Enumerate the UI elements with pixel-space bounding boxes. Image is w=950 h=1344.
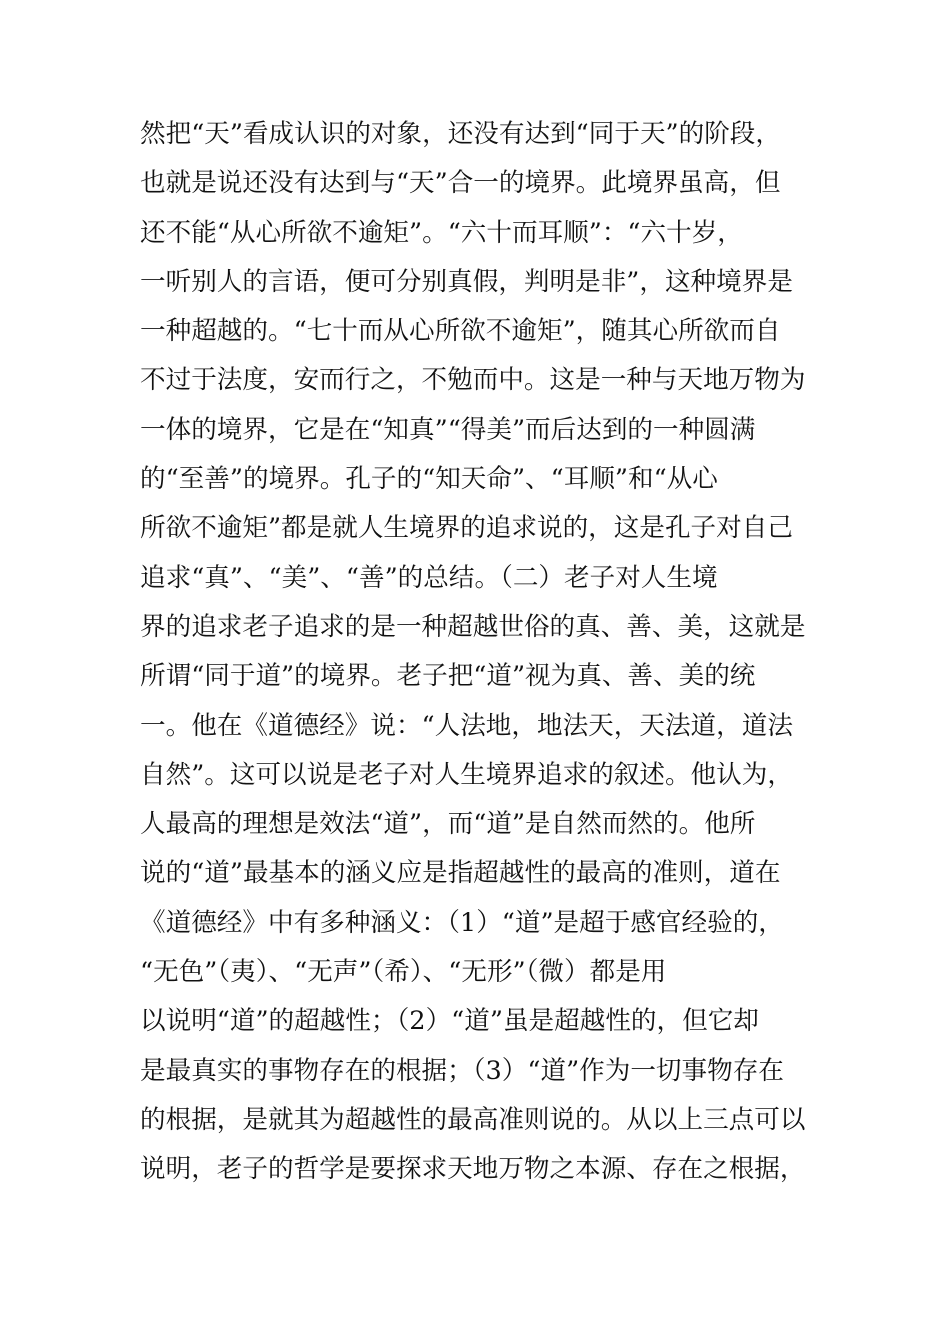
text-line-14: 自然”。这可以说是老子对人生境界追求的叙述。他认为， — [140, 759, 793, 790]
text-line-18: “无色”（夷）、“无声”（希）、“无形”（微）都是用 — [140, 957, 667, 988]
text-line-15: 人最高的理想是效法“道”，而“道”是自然而然的。他所 — [140, 809, 756, 840]
text-line-20: 是最真实的事物存在的根据；（3）“道”作为一切事物存在 — [140, 1055, 784, 1086]
text-line-19: 以说明“道”的超越性；（2）“道”虽是超越性的，但它却 — [140, 1006, 759, 1037]
text-line-7: 一体的境界，它是在“知真”“得美”而后达到的一种圆满 — [140, 414, 756, 445]
text-line-4: 一听别人的言语，便可分别真假，判明是非”，这种境界是 — [140, 266, 793, 297]
text-line-6: 不过于法度，安而行之，不勉而中。这是一种与天地万物为 — [140, 365, 806, 396]
text-line-11: 界的追求老子追求的是一种超越世俗的真、善、美，这就是 — [140, 611, 806, 642]
text-line-16: 说的“道”最基本的涵义应是指超越性的最高的准则，道在 — [140, 858, 781, 889]
text-line-17: 《道德经》中有多种涵义：（1）“道”是超于感官经验的， — [140, 907, 784, 938]
text-line-10: 追求“真”、“美”、“善”的总结。（二）老子对人生境 — [140, 562, 718, 593]
text-line-12: 所谓“同于道”的境界。老子把“道”视为真、善、美的统 — [140, 661, 756, 692]
text-line-2: 也就是说还没有达到与“天”合一的境界。此境界虽高，但 — [140, 168, 781, 199]
body-text — [140, 110, 820, 1195]
text-line-21: 的根据，是就其为超越性的最高准则说的。从以上三点可以 — [140, 1104, 806, 1135]
text-line-8: 的“至善”的境界。孔子的“知天命”、“耳顺”和“从心 — [140, 464, 718, 495]
text-line-13: 一。他在《道德经》说：“人法地，地法天，天法道，道法 — [140, 710, 793, 741]
text-line-1: 然把“天”看成认识的对象，还没有达到“同于天”的阶段， — [140, 119, 781, 149]
text-line-3: 还不能“从心所欲不逾矩”。“六十而耳顺”：“六十岁， — [140, 217, 743, 248]
text-line-9: 所欲不逾矩”都是就人生境界的追求说的，这是孔子对自己 — [140, 513, 793, 544]
text-line-22: 说明，老子的哲学是要探求天地万物之本源、存在之根据， — [140, 1154, 806, 1185]
text-line-5: 一种超越的。“七十而从心所欲不逾矩”，随其心所欲而自 — [140, 316, 781, 347]
